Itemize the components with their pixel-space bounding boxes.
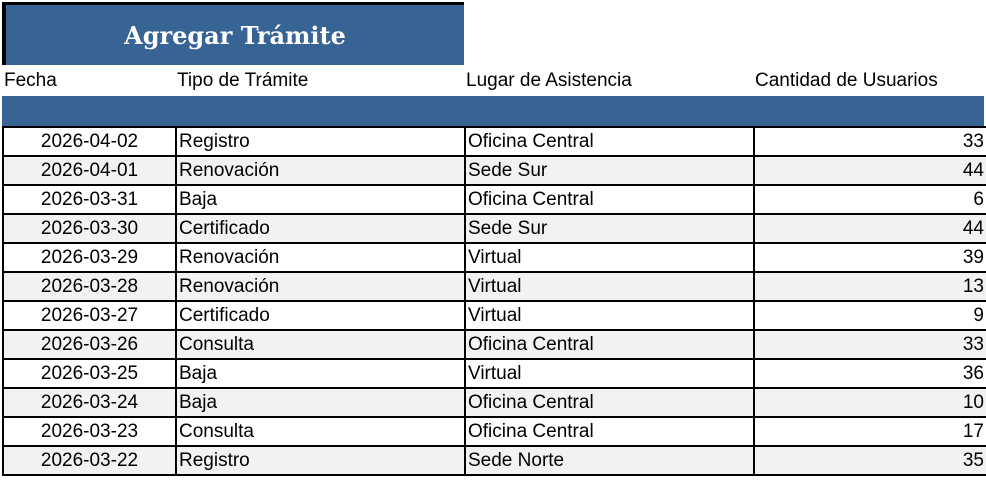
cell-lugar[interactable]: Sede Norte	[465, 446, 754, 475]
column-header-fecha: Fecha	[4, 70, 57, 91]
table-row[interactable]	[3, 243, 986, 272]
cell-lugar[interactable]: Virtual	[465, 301, 754, 330]
cell-tipo[interactable]: Certificado	[176, 301, 465, 330]
table-row[interactable]	[3, 127, 986, 156]
cell-fecha[interactable]: 2026-03-25	[3, 359, 176, 388]
table-row[interactable]	[3, 156, 986, 185]
cell-tipo[interactable]: Renovación	[176, 243, 465, 272]
cell-lugar[interactable]: Virtual	[465, 359, 754, 388]
cell-cantidad[interactable]: 35	[754, 446, 986, 475]
tramites-table	[2, 126, 986, 476]
table-row[interactable]	[3, 446, 986, 475]
cell-cantidad[interactable]: 39	[754, 243, 986, 272]
cell-lugar[interactable]: Oficina Central	[465, 185, 754, 214]
cell-tipo[interactable]: Certificado	[176, 214, 465, 243]
cell-cantidad[interactable]: 13	[754, 272, 986, 301]
cell-fecha[interactable]: 2026-04-01	[3, 156, 176, 185]
cell-tipo[interactable]: Renovación	[176, 272, 465, 301]
table-row[interactable]	[3, 272, 986, 301]
cell-lugar[interactable]: Virtual	[465, 272, 754, 301]
column-header-tipo: Tipo de Trámite	[177, 70, 309, 91]
cell-fecha[interactable]: 2026-03-26	[3, 330, 176, 359]
cell-lugar[interactable]: Virtual	[465, 243, 754, 272]
cell-fecha[interactable]: 2026-03-24	[3, 388, 176, 417]
table-row[interactable]	[3, 388, 986, 417]
cell-fecha[interactable]: 2026-03-31	[3, 185, 176, 214]
table-row[interactable]	[3, 301, 986, 330]
cell-lugar[interactable]: Oficina Central	[465, 127, 754, 156]
cell-tipo[interactable]: Consulta	[176, 417, 465, 446]
cell-fecha[interactable]: 2026-03-28	[3, 272, 176, 301]
cell-lugar[interactable]: Oficina Central	[465, 417, 754, 446]
table-row[interactable]	[3, 214, 986, 243]
cell-tipo[interactable]: Registro	[176, 446, 465, 475]
cell-fecha[interactable]: 2026-03-30	[3, 214, 176, 243]
cell-cantidad[interactable]: 6	[754, 185, 986, 214]
cell-cantidad[interactable]: 33	[754, 127, 986, 156]
cell-fecha[interactable]: 2026-03-23	[3, 417, 176, 446]
table-row[interactable]	[3, 185, 986, 214]
cell-fecha[interactable]: 2026-03-29	[3, 243, 176, 272]
cell-cantidad[interactable]: 10	[754, 388, 986, 417]
cell-cantidad[interactable]: 33	[754, 330, 986, 359]
column-header-cantidad: Cantidad de Usuarios	[755, 70, 938, 91]
cell-fecha[interactable]: 2026-03-27	[3, 301, 176, 330]
cell-tipo[interactable]: Baja	[176, 359, 465, 388]
cell-tipo[interactable]: Consulta	[176, 330, 465, 359]
table-row[interactable]	[3, 330, 986, 359]
column-header-lugar: Lugar de Asistencia	[466, 70, 632, 91]
cell-lugar[interactable]: Sede Sur	[465, 214, 754, 243]
cell-cantidad[interactable]: 36	[754, 359, 986, 388]
cell-lugar[interactable]: Oficina Central	[465, 388, 754, 417]
cell-tipo[interactable]: Baja	[176, 388, 465, 417]
cell-cantidad[interactable]: 9	[754, 301, 986, 330]
cell-lugar[interactable]: Oficina Central	[465, 330, 754, 359]
cell-tipo[interactable]: Registro	[176, 127, 465, 156]
header-band	[2, 96, 984, 126]
add-tramite-button[interactable]: Agregar Trámite	[2, 2, 464, 65]
cell-fecha[interactable]: 2026-04-02	[3, 127, 176, 156]
table-row[interactable]	[3, 359, 986, 388]
cell-tipo[interactable]: Renovación	[176, 156, 465, 185]
cell-tipo[interactable]: Baja	[176, 185, 465, 214]
table-row[interactable]	[3, 417, 986, 446]
cell-fecha[interactable]: 2026-03-22	[3, 446, 176, 475]
cell-cantidad[interactable]: 44	[754, 214, 986, 243]
cell-lugar[interactable]: Sede Sur	[465, 156, 754, 185]
cell-cantidad[interactable]: 17	[754, 417, 986, 446]
cell-cantidad[interactable]: 44	[754, 156, 986, 185]
